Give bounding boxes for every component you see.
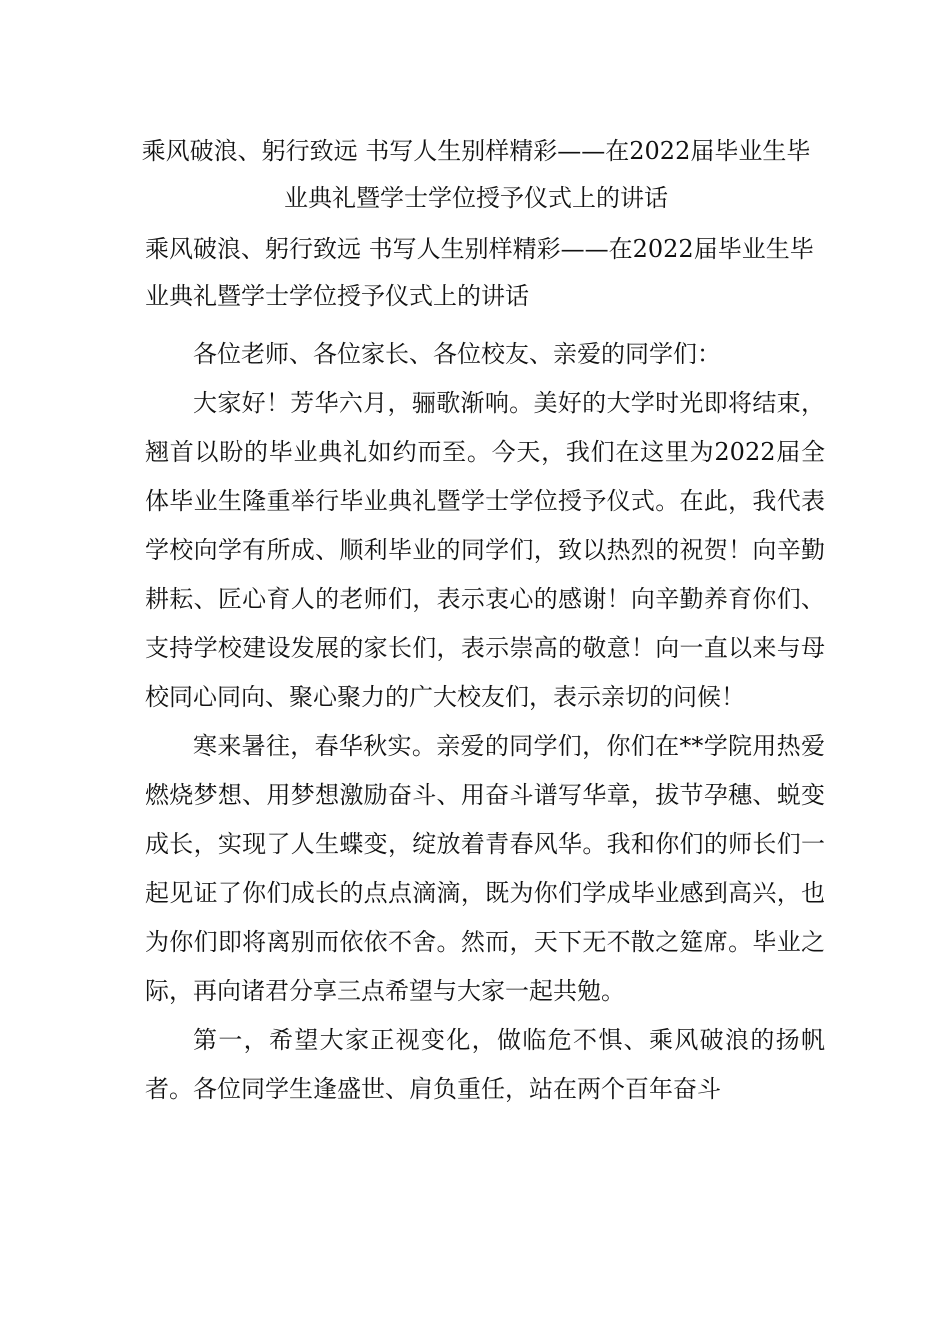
paragraph: 第一，希望大家正视变化，做临危不惧、乘风破浪的扬帆者。各位同学生逢盛世、肩负重任，站在两个百年奋斗 [145, 1026, 825, 1103]
document-title: 乘风破浪、躬行致远 书写人生别样精彩——在2022届毕业生毕业典礼暨学士学位授予仪式上的讲话 [141, 137, 811, 212]
greeting: 各位老师、各位家长、各位校友、亲爱的同学们： [193, 340, 721, 368]
document-title-repeat: 乘风破浪、躬行致远 书写人生别样精彩——在2022届毕业生毕业典礼暨学士学位授予仪式上的讲话 [145, 235, 814, 310]
paragraph: 大家好！芳华六月，骊歌渐响。美好的大学时光即将结束，翘首以盼的毕业典礼如约而至。今天，我们在这里为2022届全体毕业生隆重举行毕业典礼暨学士学位授予仪式。在此，我代表学校向学有所成、顺利毕业的同学们，致以热烈的祝贺！向辛勤耕耘、匠心育人的老师们，表示衷心的感谢！向辛勤养育你们、支持学校建设发展的家长们，表示崇高的敬意！向一直以来与母校同心同向、聚心聚力的广大校友们，表示亲切的问候！ [145, 389, 825, 711]
document-body [145, 330, 825, 1114]
paragraph: 寒来暑往，春华秋实。亲爱的同学们，你们在**学院用热爱燃烧梦想、用梦想激励奋斗、用奋斗谱写华章，拔节孕穗、蜕变成长，实现了人生蝶变，绽放着青春风华。我和你们的师长们一起见证了你们成长的点点滴滴，既为你们学成毕业感到高兴，也为你们即将离别而依依不舍。然而，天下无不散之筵席。毕业之际，再向诸君分享三点希望与大家一起共勉。 [145, 732, 825, 1005]
